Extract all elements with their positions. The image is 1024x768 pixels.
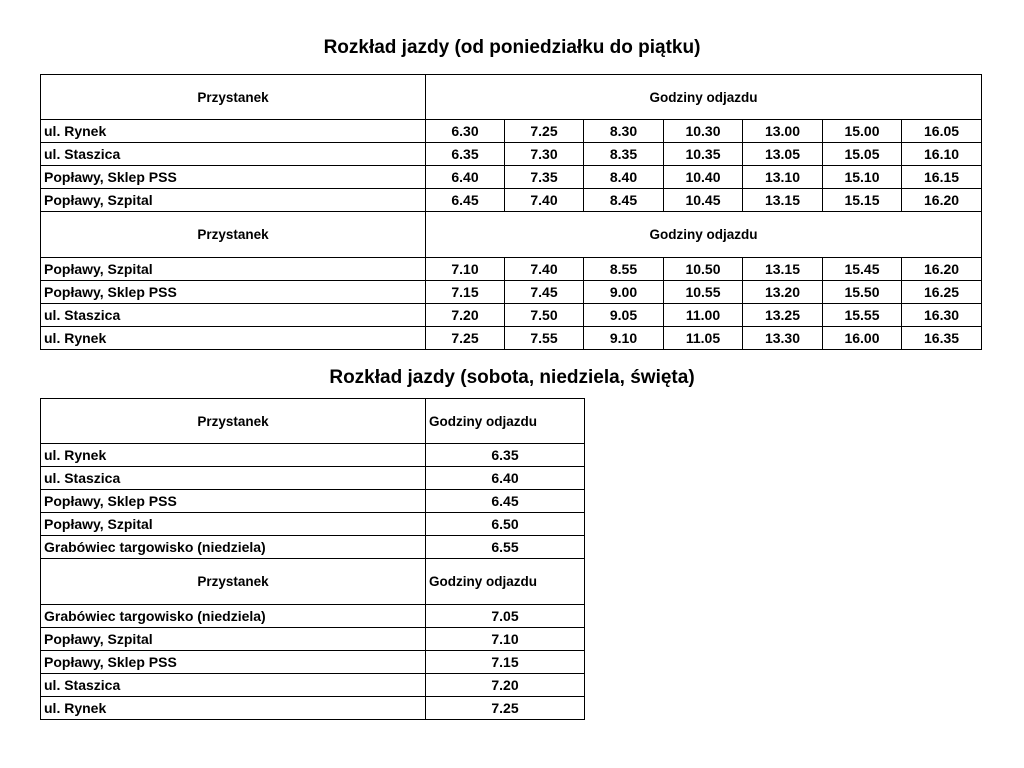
departure-time: 8.35 bbox=[584, 143, 664, 166]
departure-time: 6.35 bbox=[426, 143, 505, 166]
departure-time: 10.40 bbox=[664, 166, 743, 189]
departure-time: 9.00 bbox=[584, 281, 664, 304]
departure-time: 10.30 bbox=[664, 120, 743, 143]
departure-time: 8.40 bbox=[584, 166, 664, 189]
departure-time: 16.10 bbox=[902, 143, 982, 166]
table-row bbox=[41, 467, 585, 490]
departure-time: 7.40 bbox=[505, 189, 584, 212]
departure-time: 7.45 bbox=[505, 281, 584, 304]
column-header-stop: Przystanek bbox=[41, 559, 426, 605]
table-row bbox=[41, 189, 982, 212]
departure-time: 8.30 bbox=[584, 120, 664, 143]
departure-time: 8.55 bbox=[584, 258, 664, 281]
departure-time: 13.00 bbox=[743, 120, 823, 143]
stop-name: ul. Staszica bbox=[41, 467, 426, 490]
stop-name: Popławy, Szpital bbox=[41, 628, 426, 651]
table-row bbox=[41, 281, 982, 304]
departure-time: 6.40 bbox=[426, 467, 585, 490]
departure-time: 16.30 bbox=[902, 304, 982, 327]
table-row bbox=[41, 120, 982, 143]
column-header-departure-times: Godziny odjazdu bbox=[426, 399, 585, 444]
departure-time: 7.20 bbox=[426, 674, 585, 697]
table-row bbox=[41, 513, 585, 536]
weekend-schedule-title: Rozkład jazdy (sobota, niedziela, święta) bbox=[329, 367, 695, 388]
table-row bbox=[41, 536, 585, 559]
departure-time: 11.00 bbox=[664, 304, 743, 327]
departure-time: 9.10 bbox=[584, 327, 664, 350]
departure-time: 7.10 bbox=[426, 628, 585, 651]
departure-time: 15.00 bbox=[823, 120, 902, 143]
table-row bbox=[41, 166, 982, 189]
departure-time: 15.45 bbox=[823, 258, 902, 281]
stop-name: ul. Rynek bbox=[41, 697, 426, 720]
stop-name: Grabówiec targowisko (niedziela) bbox=[41, 605, 426, 628]
departure-time: 6.55 bbox=[426, 536, 585, 559]
stop-name: ul. Rynek bbox=[41, 444, 426, 467]
header-row bbox=[41, 559, 585, 605]
header-row bbox=[41, 212, 982, 258]
departure-time: 6.45 bbox=[426, 490, 585, 513]
departure-time: 16.35 bbox=[902, 327, 982, 350]
departure-time: 6.50 bbox=[426, 513, 585, 536]
departure-time: 7.15 bbox=[426, 281, 505, 304]
departure-time: 13.25 bbox=[743, 304, 823, 327]
departure-time: 13.15 bbox=[743, 258, 823, 281]
table-row bbox=[41, 651, 585, 674]
column-header-departure-times: Godziny odjazdu bbox=[426, 559, 585, 605]
departure-time: 9.05 bbox=[584, 304, 664, 327]
departure-time: 13.20 bbox=[743, 281, 823, 304]
table-row bbox=[41, 605, 585, 628]
stop-name: Grabówiec targowisko (niedziela) bbox=[41, 536, 426, 559]
departure-time: 10.35 bbox=[664, 143, 743, 166]
stop-name: ul. Staszica bbox=[41, 304, 426, 327]
departure-time: 6.45 bbox=[426, 189, 505, 212]
departure-time: 15.10 bbox=[823, 166, 902, 189]
departure-time: 16.20 bbox=[902, 189, 982, 212]
departure-time: 7.35 bbox=[505, 166, 584, 189]
table-row bbox=[41, 697, 585, 720]
departure-time: 7.10 bbox=[426, 258, 505, 281]
departure-time: 13.15 bbox=[743, 189, 823, 212]
departure-time: 7.05 bbox=[426, 605, 585, 628]
departure-time: 7.40 bbox=[505, 258, 584, 281]
departure-time: 7.15 bbox=[426, 651, 585, 674]
table-row bbox=[41, 304, 982, 327]
stop-name: Popławy, Sklep PSS bbox=[41, 651, 426, 674]
table-row bbox=[41, 490, 585, 513]
stop-name: Popławy, Szpital bbox=[41, 189, 426, 212]
departure-time: 7.25 bbox=[505, 120, 584, 143]
column-header-departure-times: Godziny odjazdu bbox=[426, 75, 982, 120]
departure-time: 6.40 bbox=[426, 166, 505, 189]
departure-time: 7.30 bbox=[505, 143, 584, 166]
weekday-timetable bbox=[40, 74, 982, 350]
header-row bbox=[41, 75, 982, 120]
departure-time: 7.20 bbox=[426, 304, 505, 327]
departure-time: 7.50 bbox=[505, 304, 584, 327]
column-header-departure-times: Godziny odjazdu bbox=[426, 212, 982, 258]
departure-time: 16.00 bbox=[823, 327, 902, 350]
departure-time: 10.45 bbox=[664, 189, 743, 212]
departure-time: 8.45 bbox=[584, 189, 664, 212]
departure-time: 13.05 bbox=[743, 143, 823, 166]
departure-time: 16.05 bbox=[902, 120, 982, 143]
stop-name: ul. Rynek bbox=[41, 327, 426, 350]
departure-time: 7.55 bbox=[505, 327, 584, 350]
table-row bbox=[41, 674, 585, 697]
departure-time: 13.10 bbox=[743, 166, 823, 189]
departure-time: 15.05 bbox=[823, 143, 902, 166]
column-header-stop: Przystanek bbox=[41, 399, 426, 444]
stop-name: ul. Staszica bbox=[41, 674, 426, 697]
stop-name: Popławy, Szpital bbox=[41, 513, 426, 536]
departure-time: 16.15 bbox=[902, 166, 982, 189]
departure-time: 16.25 bbox=[902, 281, 982, 304]
departure-time: 6.35 bbox=[426, 444, 585, 467]
table-row bbox=[41, 327, 982, 350]
stop-name: Popławy, Sklep PSS bbox=[41, 281, 426, 304]
stop-name: Popławy, Sklep PSS bbox=[41, 166, 426, 189]
departure-time: 10.55 bbox=[664, 281, 743, 304]
column-header-stop: Przystanek bbox=[41, 212, 426, 258]
stop-name: ul. Staszica bbox=[41, 143, 426, 166]
departure-time: 11.05 bbox=[664, 327, 743, 350]
departure-time: 10.50 bbox=[664, 258, 743, 281]
stop-name: Popławy, Sklep PSS bbox=[41, 490, 426, 513]
header-row bbox=[41, 399, 585, 444]
stop-name: Popławy, Szpital bbox=[41, 258, 426, 281]
table-row bbox=[41, 444, 585, 467]
departure-time: 7.25 bbox=[426, 327, 505, 350]
departure-time: 13.30 bbox=[743, 327, 823, 350]
departure-time: 15.55 bbox=[823, 304, 902, 327]
departure-time: 7.25 bbox=[426, 697, 585, 720]
table-row bbox=[41, 628, 585, 651]
stop-name: ul. Rynek bbox=[41, 120, 426, 143]
departure-time: 16.20 bbox=[902, 258, 982, 281]
table-row bbox=[41, 143, 982, 166]
table-row bbox=[41, 258, 982, 281]
departure-time: 6.30 bbox=[426, 120, 505, 143]
weekend-timetable bbox=[40, 398, 585, 720]
column-header-stop: Przystanek bbox=[41, 75, 426, 120]
departure-time: 15.50 bbox=[823, 281, 902, 304]
departure-time: 15.15 bbox=[823, 189, 902, 212]
weekday-schedule-title: Rozkład jazdy (od poniedziałku do piątku) bbox=[323, 37, 701, 58]
